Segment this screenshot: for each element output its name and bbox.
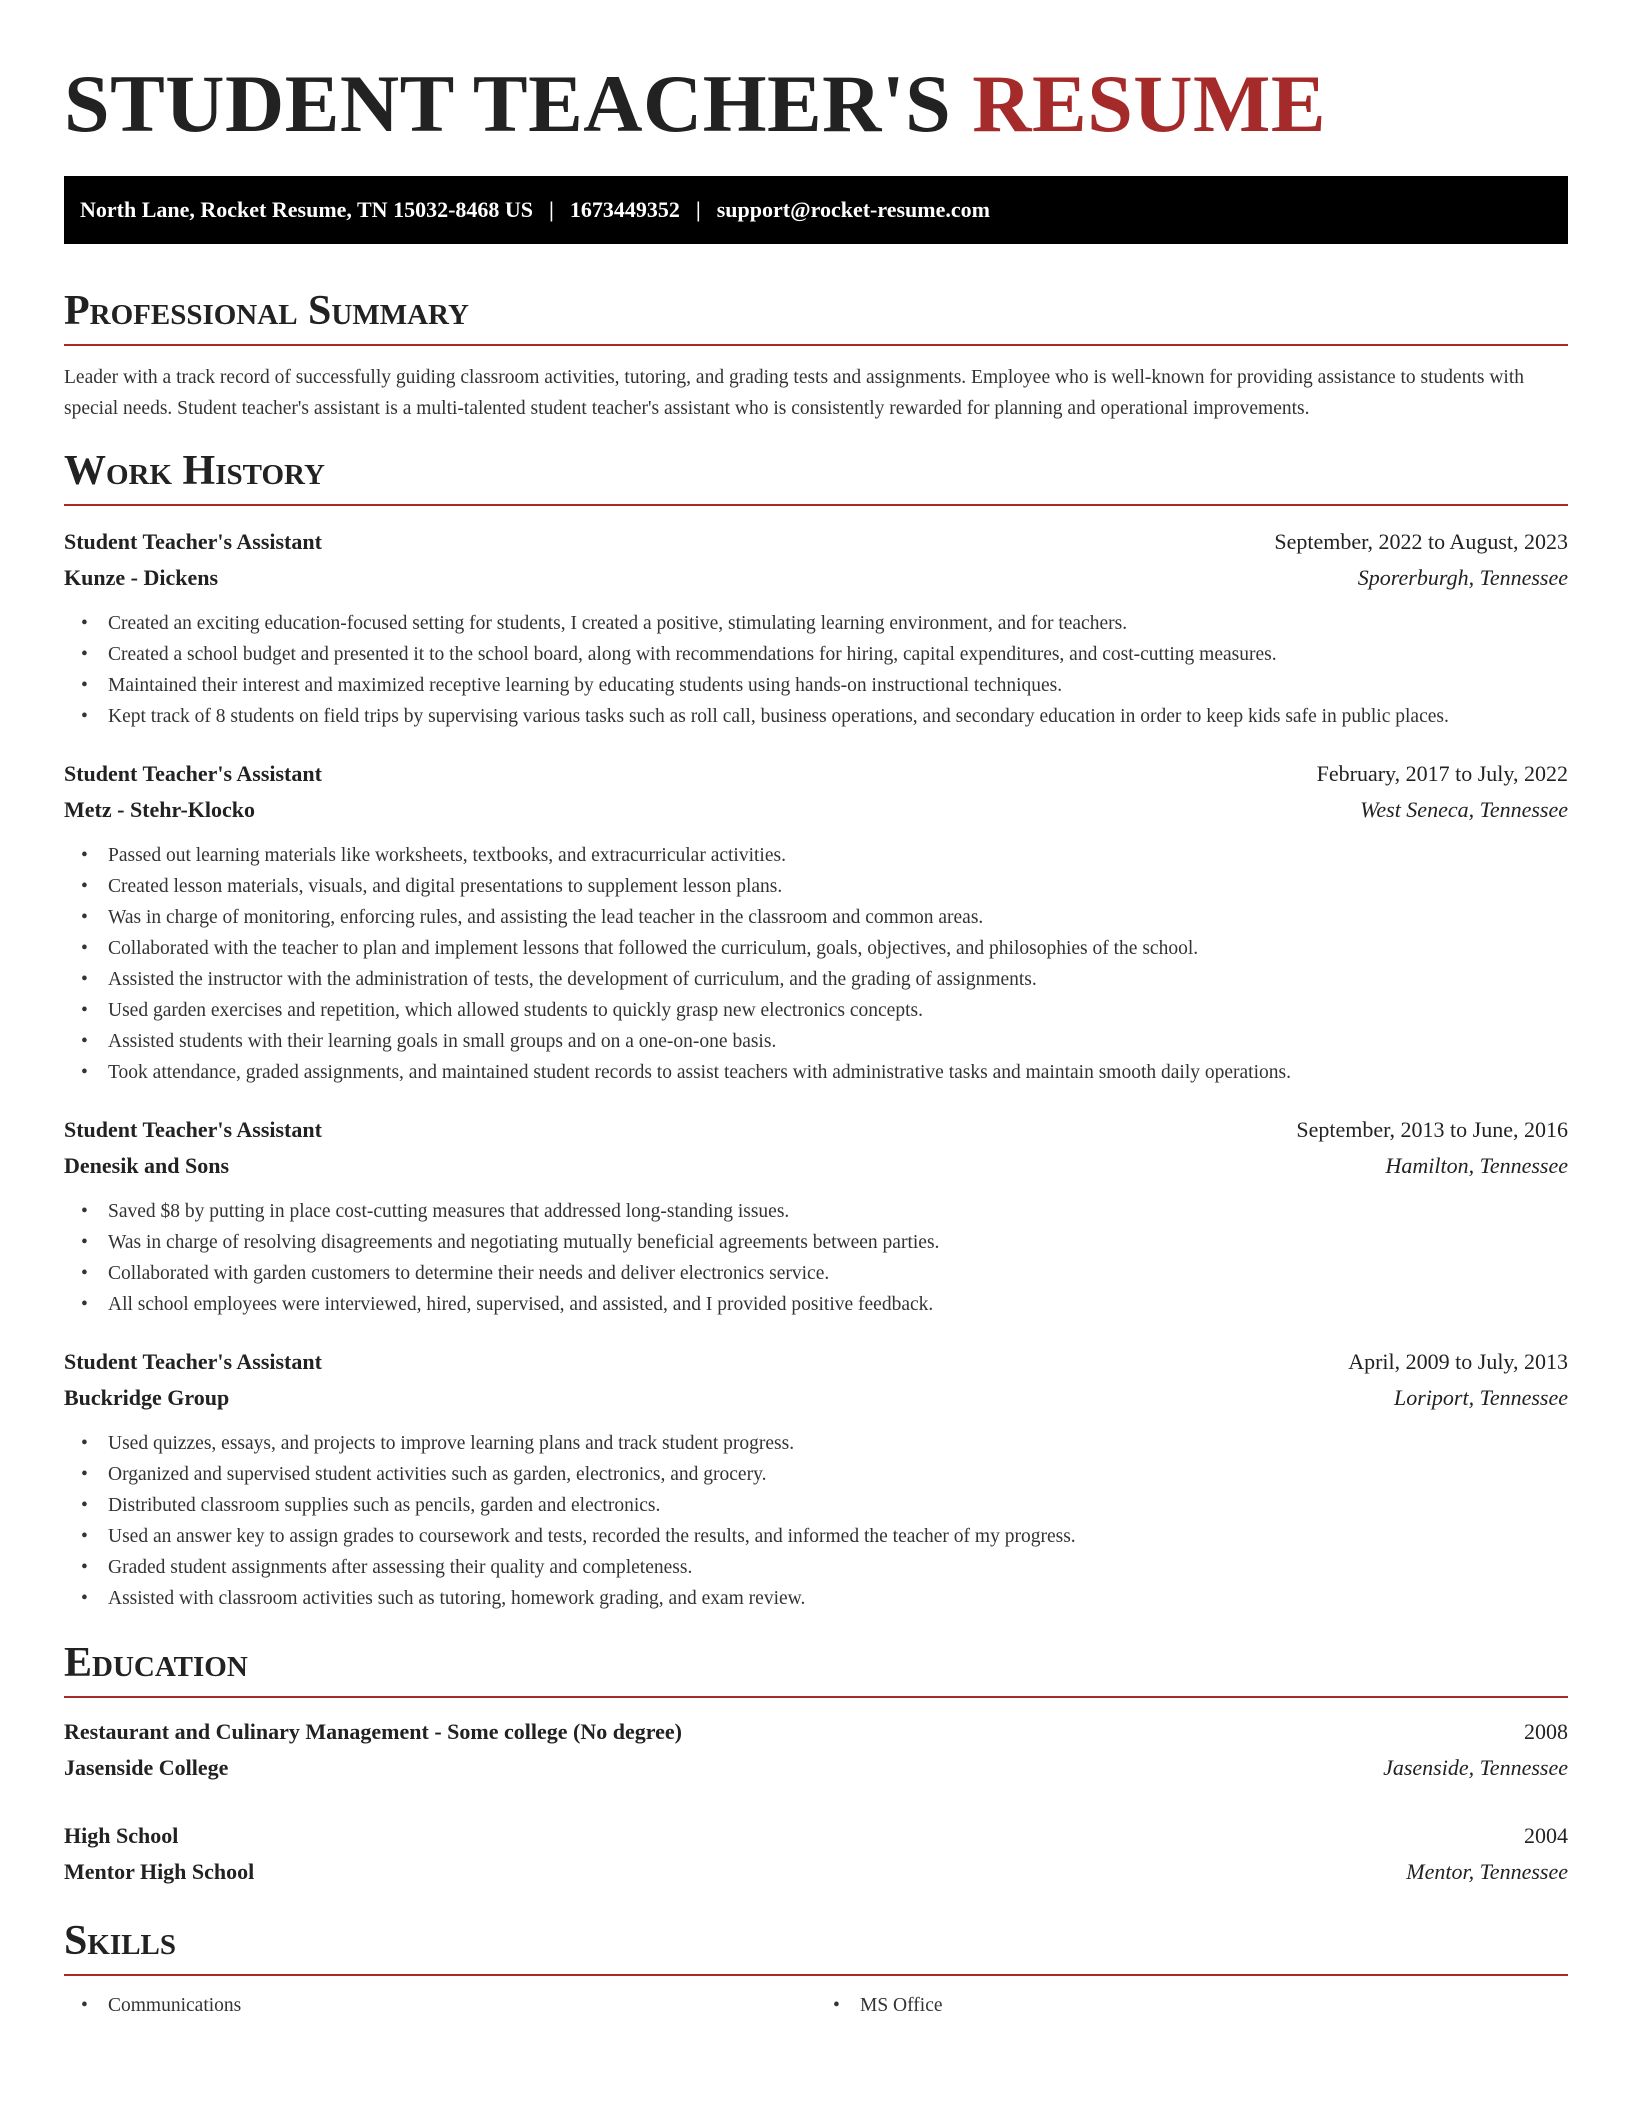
summary-text: Leader with a track record of successfully guiding classroom activities, tutoring, and grading tests and assignments. Employee who is well-known for providing assistance to students with special needs. Student teacher's assistant is a multi-talented student teacher's assistant who is consistently rewarded for planning and operational improvements. [64,367,1525,419]
job-duty-item: • Organized and supervised student activities such as garden, electronics, and grocery. [108,1459,1568,1490]
work-history-section [64,446,1568,1614]
job-duties-list [64,840,1568,1088]
education-school-row [64,1750,1568,1786]
skill-item: • MS Office [860,1990,1568,2021]
job-dates: April, 2009 to July, 2013 [1348,1349,1568,1374]
education-location: Mentor, Tennessee [1406,1859,1568,1884]
job-company-row [64,560,1568,596]
education-section [64,1638,1568,1890]
job-duty-item: • Created lesson materials, visuals, and digital presentations to supplement lesson plans. [108,871,1568,902]
job-entry [64,524,1568,732]
education-entry [64,1818,1568,1890]
job-dates: September, 2022 to August, 2023 [1274,529,1568,554]
job-duties-list [64,1196,1568,1320]
contact-phone: 1673449352 [569,197,680,222]
education-degree-row [64,1818,1568,1854]
job-duty-item: • Created an exciting education-focused setting for students, I created a positive, stimulating learning environment, and for teachers. [108,608,1568,639]
title-accent: RESUME [972,58,1327,149]
contact-email[interactable]: support@rocket-resume.com [716,197,990,222]
contact-address: North Lane, Rocket Resume, TN 15032-8468 US [80,197,534,222]
job-duty-item: • Kept track of 8 students on field trips by supervising various tasks such as roll call, business operations, and secondary education in order to keep kids safe in public places. [108,701,1568,732]
job-company-row [64,792,1568,828]
section-divider [64,504,1568,506]
title-main: STUDENT TEACHER'S [64,58,952,149]
job-duties-list [64,1428,1568,1614]
job-company: Kunze - Dickens [64,565,218,590]
skills-heading: Skills [64,1918,177,1964]
education-school: Mentor High School [64,1859,255,1884]
contact-separator: | [549,197,554,222]
job-company: Denesik and Sons [64,1153,230,1178]
job-duty-item: • Maintained their interest and maximized receptive learning by educating students using hands-on instructional techniques. [108,670,1568,701]
skills-columns [64,1990,1568,2021]
section-divider [64,1696,1568,1698]
job-duty-item: • Created a school budget and presented it to the school board, along with recommendations for hiring, capital expenditures, and cost-cutting measures. [108,639,1568,670]
job-duty-item: • Was in charge of resolving disagreements and negotiating mutually beneficial agreements between parties. [108,1227,1568,1258]
skills-list-right [816,1990,1568,2021]
job-company-row [64,1380,1568,1416]
job-location: Sporerburgh, Tennessee [1357,565,1568,590]
job-duty-item: • Used quizzes, essays, and projects to improve learning plans and track student progress. [108,1428,1568,1459]
education-heading: Education [64,1640,248,1686]
job-duty-item: • Graded student assignments after assessing their quality and completeness. [108,1552,1568,1583]
job-duty-item: • Was in charge of monitoring, enforcing rules, and assisting the lead teacher in the classroom and common areas. [108,902,1568,933]
job-duty-item: • Used an answer key to assign grades to coursework and tests, recorded the results, and informed the teacher of my progress. [108,1521,1568,1552]
job-title: Student Teacher's Assistant [64,529,322,554]
job-company: Buckridge Group [64,1385,230,1410]
education-year: 2004 [1524,1823,1568,1848]
job-title: Student Teacher's Assistant [64,1349,322,1374]
section-divider [64,344,1568,346]
job-location: Loriport, Tennessee [1394,1385,1568,1410]
education-entry [64,1714,1568,1786]
job-duty-item: • Assisted students with their learning goals in small groups and on a one-on-one basis. [108,1026,1568,1057]
job-title: Student Teacher's Assistant [64,1117,322,1142]
education-school-row [64,1854,1568,1890]
job-duty-item: • Assisted with classroom activities such as tutoring, homework grading, and exam review. [108,1583,1568,1614]
education-degree-row [64,1714,1568,1750]
job-title-row [64,756,1568,792]
job-duty-item: • Collaborated with garden customers to determine their needs and deliver electronics service. [108,1258,1568,1289]
contact-separator: | [695,197,701,222]
education-degree: High School [64,1823,179,1848]
job-entry [64,756,1568,1088]
resume-title [64,58,1568,150]
job-duty-item: • Assisted the instructor with the administration of tests, the development of curriculum, and the grading of assignments. [108,964,1568,995]
resume-page [64,0,1568,2021]
skills-section [64,1916,1568,2021]
summary-section [64,286,1568,424]
job-duty-item: • Took attendance, graded assignments, and maintained student records to assist teachers with administrative tasks and maintain smooth daily operations. [108,1057,1568,1088]
job-entry [64,1112,1568,1320]
job-duty-item: • All school employees were interviewed, hired, supervised, and assisted, and I provided positive feedback. [108,1289,1568,1320]
job-title-row [64,524,1568,560]
education-year: 2008 [1524,1719,1568,1744]
skills-list-left [64,1990,816,2021]
skill-item: • Communications [108,1990,816,2021]
job-duty-item: • Passed out learning materials like worksheets, textbooks, and extracurricular activities. [108,840,1568,871]
job-duties-list [64,608,1568,732]
job-dates: February, 2017 to July, 2022 [1316,761,1568,786]
job-duty-item: • Used garden exercises and repetition, which allowed students to quickly grasp new electronics concepts. [108,995,1568,1026]
job-company: Metz - Stehr-Klocko [64,797,256,822]
work-history-heading: Work History [64,448,325,494]
job-duty-item: • Collaborated with the teacher to plan and implement lessons that followed the curriculum, goals, objectives, and philosophies of the school. [108,933,1568,964]
job-title-row [64,1344,1568,1380]
education-location: Jasenside, Tennessee [1383,1755,1568,1780]
job-dates: September, 2013 to June, 2016 [1296,1117,1568,1142]
job-title: Student Teacher's Assistant [64,761,322,786]
job-duty-item: • Saved $8 by putting in place cost-cutting measures that addressed long-standing issues. [108,1196,1568,1227]
summary-heading: Professional Summary [64,288,469,334]
job-location: West Seneca, Tennessee [1360,797,1568,822]
education-degree: Restaurant and Culinary Management - Some college (No degree) [64,1719,682,1744]
education-school: Jasenside College [64,1755,229,1780]
section-divider [64,1974,1568,1976]
contact-bar [64,176,1568,244]
job-entry [64,1344,1568,1614]
job-duty-item: • Distributed classroom supplies such as pencils, garden and electronics. [108,1490,1568,1521]
job-location: Hamilton, Tennessee [1385,1153,1568,1178]
job-title-row [64,1112,1568,1148]
job-company-row [64,1148,1568,1184]
